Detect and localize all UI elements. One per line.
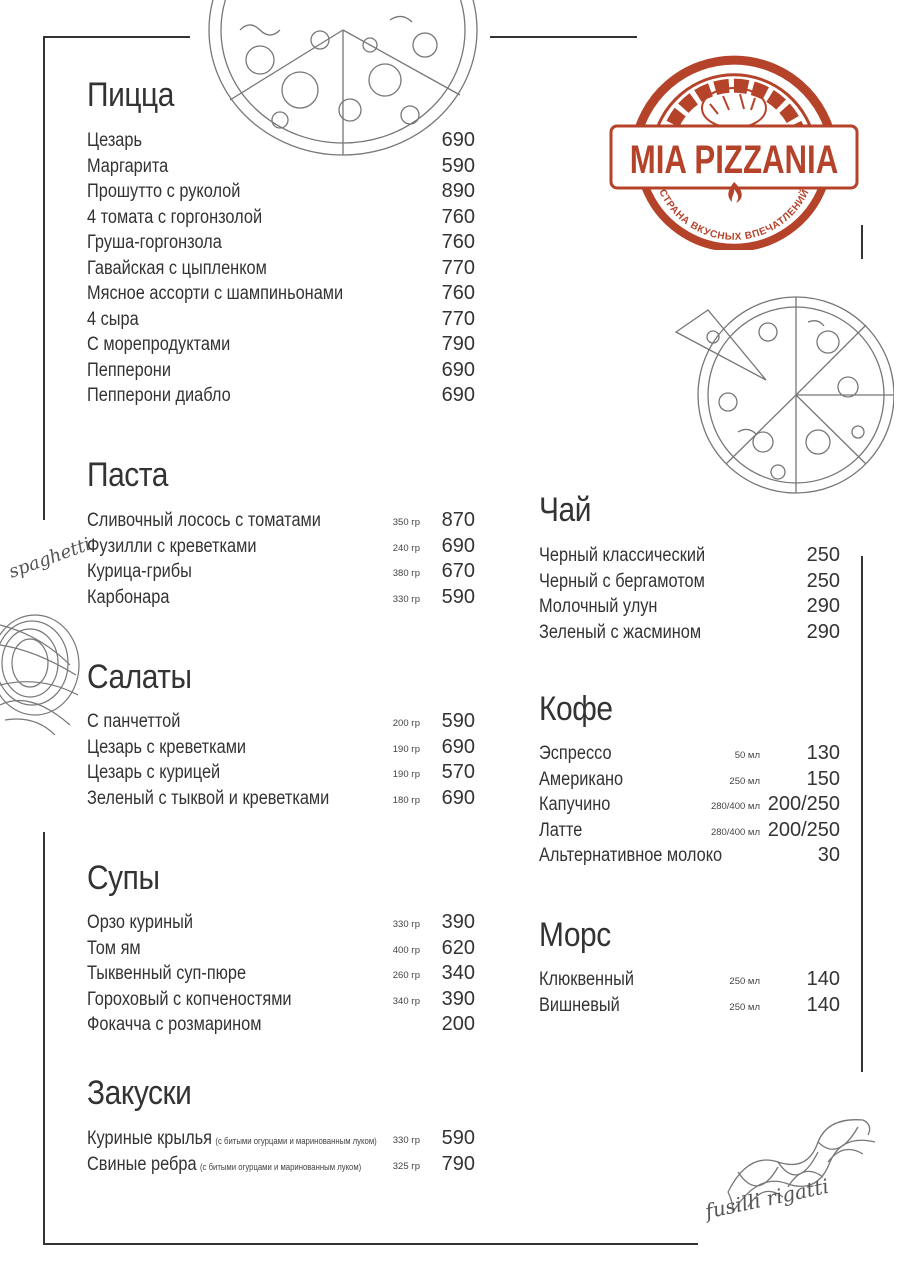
menu-item-name-text: 4 томата с горгонзолой: [87, 206, 263, 228]
menu-item: [87, 936, 475, 962]
menu-item: [539, 569, 840, 595]
menu-item-name: [87, 1152, 361, 1181]
menu-item-name: [87, 128, 142, 154]
menu-list-mors: [539, 967, 840, 1018]
menu-item-name-text: Цезарь с креветками: [87, 736, 247, 758]
menu-item-price: 140: [806, 993, 840, 1016]
menu-item-price: 690: [441, 129, 475, 151]
menu-item: [87, 205, 475, 231]
menu-item-name: [539, 767, 623, 793]
spaghetti-caption: spaghetti: [6, 533, 94, 583]
menu-item-price: 390: [441, 987, 475, 1010]
menu-item-weight: 280/400 мл: [710, 801, 760, 812]
menu-item-price: 690: [441, 534, 475, 557]
menu-item-weight: 250 мл: [729, 775, 760, 787]
menu-item-name: [539, 792, 610, 818]
menu-item-weight: 330 гр: [392, 919, 420, 930]
menu-item: [539, 741, 840, 767]
logo-slogan-text: СТРАНА ВКУСНЫХ ВПЕЧАТЛЕНИЙ: [656, 187, 812, 243]
menu-item-name: [87, 154, 168, 180]
menu-item-name-text: 4 сыра: [87, 308, 139, 330]
menu-item-name: [87, 332, 230, 358]
menu-item-weight: 330 гр: [392, 1135, 420, 1146]
menu-item-price: 690: [441, 786, 475, 809]
menu-item-name: [87, 205, 262, 231]
menu-item-price: 690: [441, 384, 475, 406]
menu-item-name-text: Фокачча с розмарином: [87, 1014, 262, 1035]
menu-list-snacks: [87, 1126, 475, 1177]
menu-item: [87, 735, 475, 761]
menu-item-name-text: Латте: [539, 819, 583, 841]
fusilli-caption: fusilli rigatti: [703, 1173, 831, 1224]
menu-list-soups: [87, 910, 475, 1038]
menu-item-price: 760: [441, 282, 475, 304]
frame-top-left-line: [43, 36, 190, 38]
menu-item: [539, 594, 840, 620]
mia-pizzania-logo: [605, 36, 863, 250]
menu-item-name-text: Вишневый: [539, 994, 620, 1016]
menu-item-name: [87, 179, 240, 205]
menu-item-price: 790: [441, 1152, 475, 1175]
menu-item-name-text: С морепродуктами: [87, 334, 231, 355]
menu-item-name: [87, 383, 231, 409]
frame-bottom-line: [43, 1243, 698, 1245]
section-title-pizza: Пицца: [87, 76, 174, 114]
menu-item-name-text: Карбонара: [87, 586, 170, 608]
menu-item-name: [87, 1012, 261, 1038]
menu-item-name-text: Молочный улун: [539, 596, 658, 617]
menu-item: [539, 818, 840, 844]
menu-item-weight: 340 гр: [392, 995, 420, 1007]
menu-item-price: 150: [806, 767, 840, 790]
logo-brand-text: MIA PIZZANIA: [629, 137, 839, 182]
menu-item-name-text: Куриные крылья: [87, 1128, 212, 1149]
menu-item-name-text: Клюквенный: [539, 969, 634, 990]
menu-list-pasta: [87, 508, 475, 610]
menu-item-price: 570: [441, 761, 475, 783]
menu-item-name: [87, 910, 193, 936]
menu-item-weight: 400 гр: [392, 944, 420, 956]
menu-item-name: [87, 760, 220, 786]
section-title-coffee: Кофе: [539, 690, 613, 728]
menu-item-name-text: Мясное ассорти с шампиньонами: [87, 283, 344, 304]
menu-item-name-text: Сливочный лосось с томатами: [87, 510, 321, 531]
menu-item-name: [539, 620, 701, 646]
menu-item-name-text: Том ям: [87, 937, 141, 959]
menu-item: [539, 543, 840, 569]
menu-item-price: 590: [441, 710, 475, 732]
menu-item-weight: 250 мл: [729, 976, 760, 987]
menu-item-name-text: Прошутто с руколой: [87, 181, 241, 202]
menu-item-weight: 350 гр: [392, 517, 420, 528]
menu-item: [87, 559, 475, 585]
menu-item-name: [87, 1126, 377, 1155]
menu-item-weight: 180 гр: [392, 794, 420, 806]
menu-item-name-text: Эспрессо: [539, 743, 612, 764]
menu-item: [87, 358, 475, 384]
menu-list-tea: [539, 543, 840, 645]
menu-item: [87, 987, 475, 1013]
menu-item-name: [539, 543, 705, 569]
menu-item-name: [87, 508, 321, 534]
menu-item-price: 30: [817, 844, 840, 866]
menu-item-price: 290: [806, 620, 840, 643]
menu-item-name-text: Курица-грибы: [87, 561, 192, 582]
menu-item: [87, 534, 475, 560]
menu-item: [539, 620, 840, 646]
menu-item-name-text: Свиные ребра: [87, 1153, 197, 1175]
pizza-sketch-right-icon: [668, 292, 894, 498]
menu-item: [87, 1126, 475, 1152]
menu-item-price: 250: [806, 544, 840, 566]
section-title-pasta: Паста: [87, 456, 168, 494]
menu-item-price: 590: [441, 1127, 475, 1149]
menu-item-price: 290: [806, 595, 840, 617]
menu-item-name: [539, 967, 634, 993]
menu-item-name-text: С панчеттой: [87, 711, 181, 732]
menu-item-name-text: Капучино: [539, 794, 611, 815]
menu-item-price: 590: [441, 585, 475, 608]
menu-item-name-text: Тыквенный суп-пюре: [87, 963, 247, 984]
menu-item-name: [87, 936, 141, 962]
menu-item-price: 200/250: [767, 793, 840, 815]
menu-item-price: 590: [441, 154, 475, 177]
menu-item-name: [87, 281, 343, 307]
menu-item: [87, 383, 475, 409]
menu-item-price: 250: [806, 569, 840, 592]
menu-item-name: [87, 256, 267, 282]
menu-item-name: [539, 741, 612, 767]
menu-item-weight: 240 гр: [392, 542, 420, 554]
menu-item-name: [539, 594, 657, 620]
menu-item-name-text: Пепперони: [87, 359, 171, 381]
menu-item-name: [539, 569, 705, 595]
menu-item-name: [87, 534, 256, 560]
menu-item: [87, 256, 475, 282]
menu-item: [87, 1152, 475, 1178]
menu-item-weight: 280/400 мл: [710, 826, 760, 838]
menu-item: [539, 767, 840, 793]
menu-item: [539, 843, 840, 869]
menu-item-price: 200/250: [767, 818, 840, 841]
menu-item-price: 390: [441, 911, 475, 933]
menu-item-name-text: Фузилли с креветками: [87, 535, 257, 557]
menu-item-name: [87, 230, 222, 256]
menu-item-weight: 50 мл: [734, 750, 760, 761]
menu-list-salads: [87, 709, 475, 811]
menu-item-price: 870: [441, 509, 475, 531]
menu-item-name-text: Цезарь: [87, 130, 142, 151]
menu-item-note: (с битыми огурцами и маринованным луком): [215, 1136, 377, 1146]
menu-item-name-text: Зеленый с тыквой и креветками: [87, 787, 330, 809]
menu-item-name-text: Зеленый с жасмином: [539, 621, 702, 643]
menu-item: [539, 792, 840, 818]
menu-item-name-text: Американо: [539, 768, 624, 790]
menu-item-price: 620: [441, 936, 475, 959]
menu-item-name: [87, 307, 139, 333]
frame-left-lower-line: [43, 832, 45, 1244]
menu-item-weight: 190 гр: [392, 769, 420, 780]
menu-item-name-text: Цезарь с курицей: [87, 762, 221, 783]
menu-item-name-text: Гавайская с цыпленком: [87, 257, 267, 279]
menu-item-name-text: Маргарита: [87, 155, 169, 177]
menu-item: [87, 154, 475, 180]
menu-item-name: [87, 786, 329, 812]
menu-list-coffee: [539, 741, 840, 869]
section-title-mors: Морс: [539, 916, 611, 954]
menu-item: [87, 760, 475, 786]
menu-item-weight: 190 гр: [392, 743, 420, 755]
menu-item: [87, 508, 475, 534]
menu-item-name: [87, 961, 246, 987]
menu-item-weight: 250 мл: [729, 1001, 760, 1013]
section-title-salads: Салаты: [87, 658, 192, 696]
menu-list-pizza: [87, 128, 475, 409]
section-title-tea: Чай: [539, 491, 591, 529]
menu-item-name-text: Черный классический: [539, 545, 706, 566]
menu-item: [87, 585, 475, 611]
menu-item-note: (с битыми огурцами и маринованным луком): [199, 1161, 362, 1172]
menu-item-price: 760: [441, 231, 475, 253]
menu-item-name-text: Пепперони диабло: [87, 385, 231, 406]
menu-item-price: 890: [441, 180, 475, 202]
menu-item: [87, 128, 475, 154]
menu-item-name-text: Альтернативное молоко: [539, 845, 723, 866]
frame-left-upper-line: [43, 36, 45, 520]
spaghetti-sketch-icon: [0, 605, 88, 740]
menu-item-name: [539, 818, 582, 844]
menu-item-price: 760: [441, 205, 475, 228]
menu-item-name-text: Гороховый с копченостями: [87, 988, 292, 1010]
menu-item-price: 790: [441, 333, 475, 355]
menu-item-price: 690: [441, 358, 475, 381]
menu-item: [87, 709, 475, 735]
menu-item-price: 200: [441, 1013, 475, 1035]
menu-item-price: 770: [441, 256, 475, 279]
menu-item-name: [539, 993, 620, 1019]
menu-item-name-text: Черный с бергамотом: [539, 570, 705, 592]
menu-item: [87, 307, 475, 333]
menu-item-price: 140: [806, 968, 840, 990]
menu-item-name-text: Груша-горгонзола: [87, 232, 222, 253]
menu-item: [87, 332, 475, 358]
frame-right-long-line: [861, 556, 863, 1072]
menu-item-price: 130: [806, 742, 840, 764]
menu-item-weight: 200 гр: [392, 718, 420, 729]
menu-item-price: 690: [441, 735, 475, 758]
menu-item-name: [87, 585, 169, 611]
menu-item-weight: 325 гр: [392, 1160, 420, 1172]
menu-item-name: [539, 843, 722, 869]
section-title-soups: Супы: [87, 859, 160, 897]
menu-item: [87, 910, 475, 936]
menu-item: [87, 1012, 475, 1038]
menu-item-name: [87, 358, 171, 384]
menu-item: [87, 179, 475, 205]
menu-item-price: 340: [441, 962, 475, 984]
menu-item-name: [87, 987, 292, 1013]
menu-item: [87, 786, 475, 812]
menu-item: [539, 993, 840, 1019]
menu-item-weight: 260 гр: [392, 970, 420, 981]
menu-item: [87, 961, 475, 987]
menu-item-weight: 330 гр: [392, 593, 420, 605]
menu-item: [87, 281, 475, 307]
menu-item-price: 770: [441, 307, 475, 330]
section-title-snacks: Закуски: [87, 1074, 192, 1112]
menu-item-name: [87, 559, 192, 585]
menu-item-name: [87, 735, 246, 761]
menu-item-name: [87, 709, 180, 735]
menu-item-price: 670: [441, 560, 475, 582]
menu-item-name-text: Орзо куриный: [87, 912, 193, 933]
menu-item: [539, 967, 840, 993]
menu-item-weight: 380 гр: [392, 568, 420, 579]
menu-item: [87, 230, 475, 256]
